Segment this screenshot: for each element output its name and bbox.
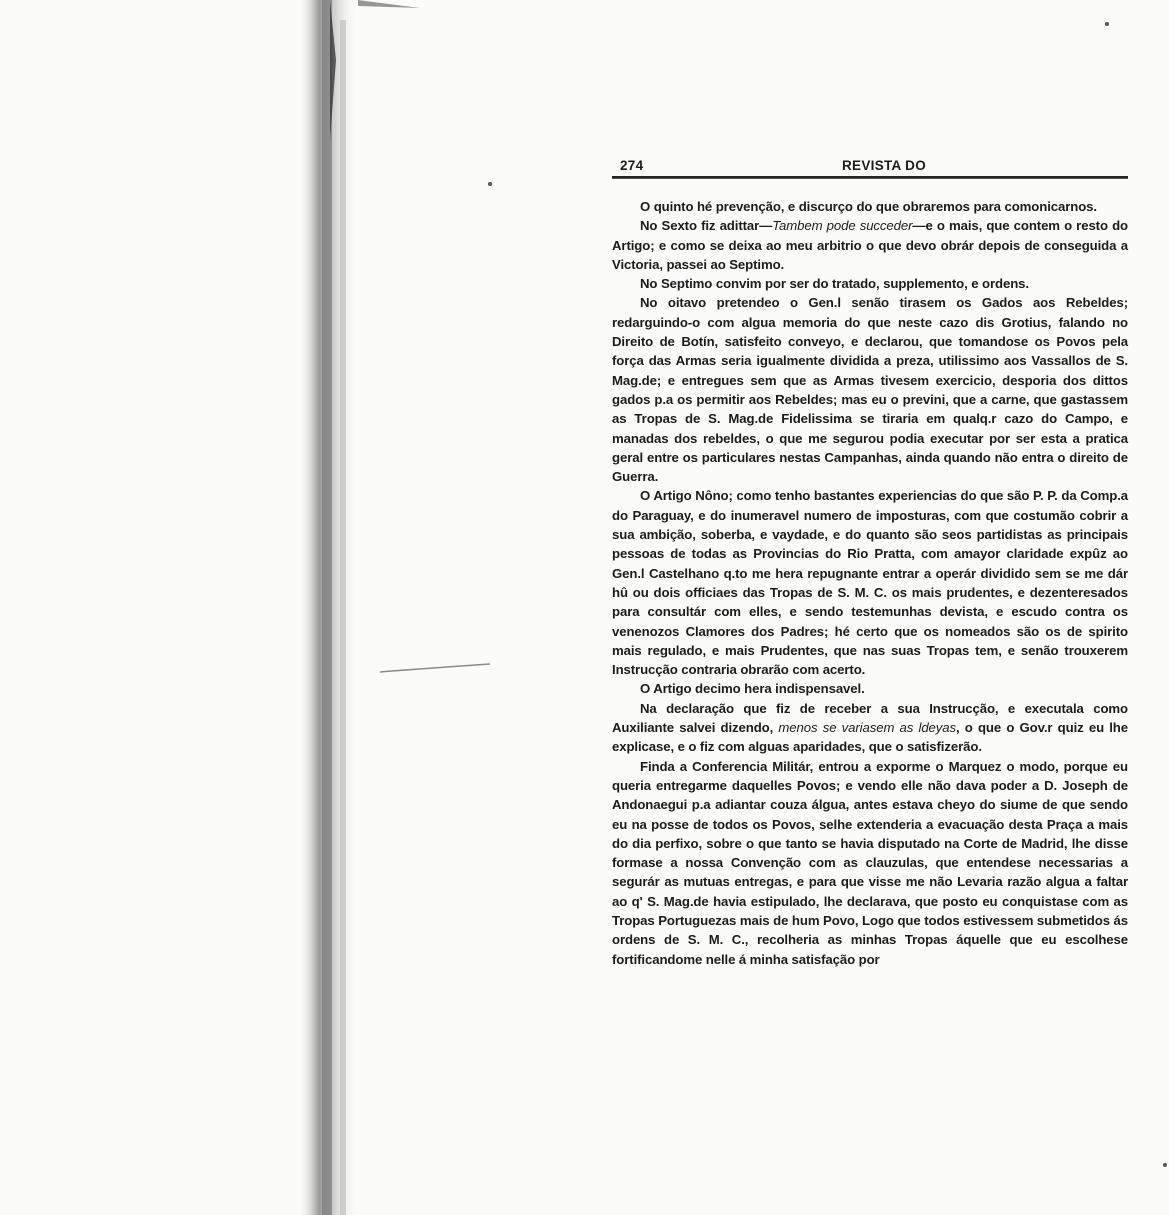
paragraph-4: No oitavo pretendeo o Gen.l senão tirasem os Gados aos Rebeldes; redarguindo-o com algua memoria do que neste cazo dis Grotius, falando no Direito de Botín, satisfeito conveyo, e declarou, que tomandose os Povos pela força das Armas seria igualmente dividida a preza, utilissimo aos Vassallos de S. Mag.de; e entregues sem que as Armas tivesem exercicio, desporia dos dittos gados p.a os permitir aos Rebeldes; mas eu o previni, que a carne, que gastassem as Tropas de S. Mag.de Fidelissima se tiraria em qualq.r cazo do Campo, e manadas dos rebeldes, o que me segurou podia executar por ser esta a pratica geral entre os particulares nestas Campanhas, ainda quando não entra o direito de Guerra.	[612, 295, 1128, 485]
paragraph-6: O Artigo decimo hera indispensavel.	[640, 681, 865, 697]
paragraph-7: Na declaração que fiz de receber a sua Instrucção, e executala como Auxiliante salvei dizendo, menos se variasem as ldeyas, o que o Gov.r quiz eu lhe explicase, e o fiz com alguas aparidades, que o satisfizerão.	[612, 700, 1128, 755]
running-header: REVISTA DO	[842, 158, 927, 173]
paragraph-3: No Septimo convim por ser do tratado, supplemento, e ordens.	[640, 276, 1029, 292]
italic-phrase: Tambem pode succeder	[772, 218, 913, 234]
paragraph-2: No Sexto fiz adittar—Tambem pode succeder—e o mais, que contem o resto do Artigo; e como se deixa ao meu arbitrio o que devo obrár depois de conseguida a Victoria, passei ao Septimo.	[612, 218, 1128, 272]
italic-phrase: menos se variasem as ldeyas	[778, 720, 957, 736]
paragraph-5: O Artigo Nôno; como tenho bastantes experiencias do que são P. P. da Comp.a do Paraguay, e do inumeravel numero de imposturas, com que costumão cobrir a sua ambição, soberba, e vaydade, e do quanto são seos partidistas as principais pessoas de todas as Provincias do Rio Pratta, com amayor claridade expûz ao Gen.l Castelhano q.to me hera repugnante entrar a operár dividido sem se me dár hû ou dois officiaes das Tropas de S. M. C. os mais prudentes, e dezenteresados para consultár com elles, e sendo testemunhas devista, e escudo contra os venenozos Clamores dos Padres; hé certo que os nomeados são os de spirito mais regulado, e mais Prudentes, que nas suas Tropas tem, e senão trouxerem Instrucção contraria obrarão com acerto.	[612, 488, 1128, 678]
page-number: 274	[620, 158, 644, 173]
paragraph-8: Finda a Conferencia Militár, entrou a exporme o Marquez o modo, porque eu queria entregarme daquelles Povos; e vendo elle não dava poder a D. Joseph de Andonaegui p.a adiantar couza álgua, antes estava cheyo do siume de que sendo eu na posse de todos os Povos, selhe extenderia a evacuação desta Praça a mais do dia perfixo, sobre o que tanto se havia disputado na Corte de Madrid, lhe disse formase a nossa Convenção com as clauzulas, que entendese necessarias a segurár as mutuas entregas, e para que visse me não Levaria razão algua a faltar ao q' S. Mag.de havia estipulado, lhe declarava, que posto eu conquistase com as Tropas Portuguezas mais de hum Povo, Logo que todos estivessem submetidos ás ordens de S. M. C., recolheria as minhas Tropas áquelle que eu escolhese fortificandome nelle á minha satisfação por	[612, 758, 1128, 967]
book-page	[612, 152, 1128, 1092]
paragraph-1: O quinto hé prevenção, e discurço do que obraremos para comonicarnos.	[640, 199, 1097, 214]
body-text	[612, 197, 1128, 969]
header-rule	[612, 176, 1128, 179]
